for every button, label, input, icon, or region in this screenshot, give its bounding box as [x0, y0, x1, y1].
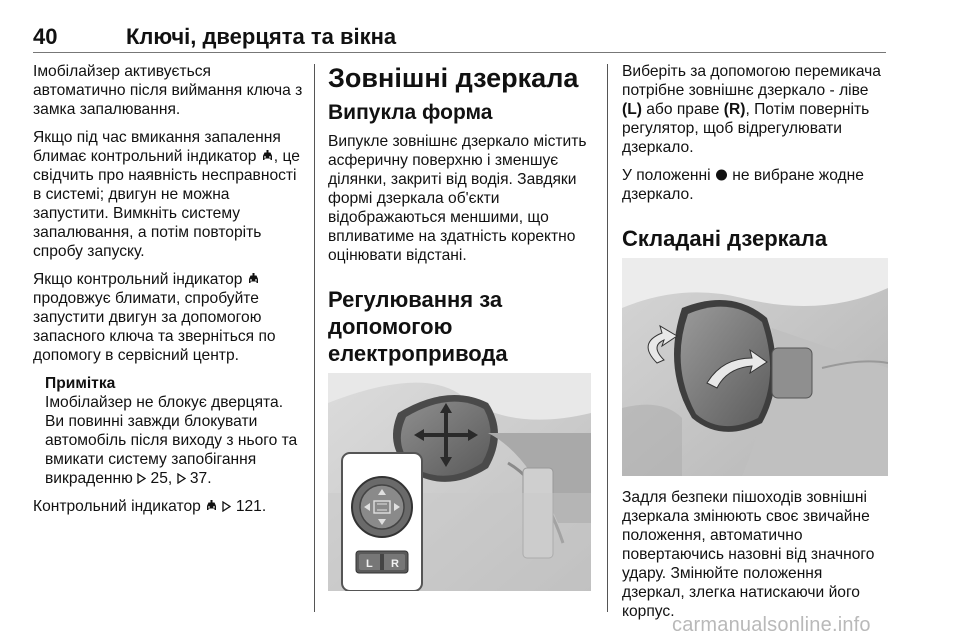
subheading-convex-shape: Випукла форма	[328, 101, 493, 124]
mirror-adjustment-illustration	[328, 373, 591, 591]
column-2	[328, 62, 596, 591]
immobilizer-car-key-icon	[247, 273, 260, 285]
page-number: 40	[33, 24, 58, 49]
paragraph: Якщо під час вмикання запалення блимає контрольний індикатор , це свідчить про наявність несправності в системі; двигун не можна запустити. Вимкніть систему запалювання, а потім повторіть спробу запуску.	[33, 129, 300, 260]
column-divider	[314, 64, 315, 612]
paragraph: У положенні не вибране жодне дзеркало.	[622, 167, 864, 203]
folding-mirror-drawing	[622, 258, 888, 476]
page-ref-link[interactable]: 121.	[231, 498, 267, 515]
note-text: Імобілайзер не блокує дверцята. Ви повинні завжди блокувати автомобіль після виходу з нього та вмикати систему запобігання викраденню 25, 37.	[45, 394, 298, 487]
arrow-right-icon[interactable]	[137, 473, 146, 484]
paragraph: Контрольний індикатор 121.	[33, 498, 267, 515]
column-1	[33, 62, 305, 525]
immobilizer-car-key-icon	[205, 500, 218, 512]
subheading-electric-adjustment: Регулювання за допомогою електропривода	[328, 287, 508, 366]
switch-label-left: L	[366, 558, 373, 570]
paragraph: Випукле зовнішнє дзеркало містить асферичну поверхню і зменшує ділянки, закриті від водія. Завдяки формі дзеркала об'єкти відображаються меншими, що впливатиме на здатність коректно оцінювати відстані.	[328, 133, 587, 264]
page-ref-link[interactable]: 37.	[185, 470, 212, 487]
page-header	[33, 24, 893, 52]
section-heading-exterior-mirrors: Зовнішні дзеркала	[328, 63, 579, 93]
paragraph: Задля безпеки пішоходів зовнішні дзеркала змінюють своє звичайне положення, автоматично повертаючись назовні від значного удару. Змінюйте положення дзеркал, злегка натискаючи його корпус.	[622, 489, 875, 620]
note-block	[45, 374, 305, 488]
subheading-folding-mirrors: Складані дзеркала	[622, 226, 828, 251]
paragraph: Якщо контрольний індикатор продовжує блимати, спробуйте запустити двигун за допомогою запасного ключа та зверніться по допомогу в сервісний центр.	[33, 271, 276, 364]
arrow-right-icon[interactable]	[177, 473, 186, 484]
filled-circle-icon	[715, 169, 728, 181]
paragraph: Виберіть за допомогою перемикача потрібне зовнішнє дзеркало - ліве (L) або праве (R), Потім поверніть регулятор, щоб відрегулювати дзеркало.	[622, 63, 881, 156]
column-divider	[607, 64, 608, 612]
note-title: Примітка	[45, 375, 116, 392]
running-title: Ключі, дверцята та вікна	[126, 24, 397, 49]
mirror-adjustment-drawing	[328, 373, 591, 591]
switch-label-right: R	[391, 558, 399, 570]
watermark: carmanualsonline.info	[672, 614, 871, 636]
immobilizer-car-key-icon	[261, 150, 274, 162]
column-3	[622, 62, 888, 630]
paragraph: Імобілайзер активується автоматично після виймання ключа з замка запалювання.	[33, 63, 303, 118]
page-ref-link[interactable]: 25,	[146, 470, 177, 487]
header-rule	[33, 52, 886, 53]
folding-mirror-illustration	[622, 258, 888, 476]
